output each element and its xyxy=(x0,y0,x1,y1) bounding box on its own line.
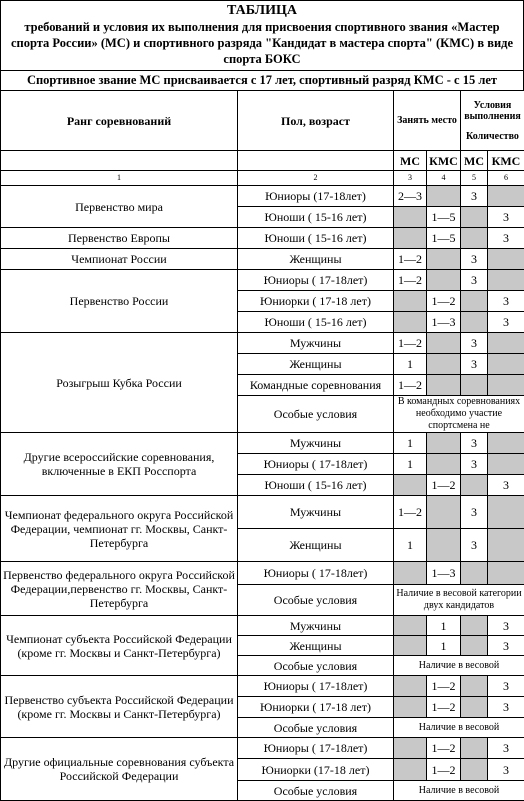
column-header-quantity: Количество xyxy=(461,131,524,151)
special-conditions-cell: Наличие в весовой xyxy=(394,718,524,738)
gender-age-cell: Юниоры ( 17-18лет) xyxy=(238,454,394,475)
table-row xyxy=(1,433,524,454)
value-cell-kms: 1 xyxy=(427,616,461,636)
gender-age-cell: Мужчины xyxy=(238,433,394,454)
shaded-empty-cell xyxy=(461,562,488,585)
requirements-table xyxy=(0,90,524,801)
gender-age-cell: Мужчины xyxy=(238,496,394,529)
column-number-4: 4 xyxy=(427,171,461,186)
special-conditions-cell: Наличие в весовой xyxy=(394,781,524,801)
value-cell-kms: 1 xyxy=(427,636,461,656)
shaded-empty-cell xyxy=(461,676,488,697)
column-header-place: Занять место xyxy=(394,91,461,151)
shaded-empty-cell xyxy=(427,333,461,354)
value-cell-qms: 3 xyxy=(461,433,488,454)
value-cell-qkms: 3 xyxy=(488,312,524,333)
gender-age-cell: Особые условия xyxy=(238,781,394,801)
table-row xyxy=(1,676,524,697)
competition-rank-cell: Чемпионат федерального округа Российской Федерации, чемпионат гг. Москвы, Санкт-Петербурга xyxy=(1,496,238,562)
column-number-3: 3 xyxy=(394,171,427,186)
shaded-empty-cell xyxy=(461,207,488,228)
value-cell-qkms: 3 xyxy=(488,759,524,781)
shaded-empty-cell xyxy=(488,496,524,529)
value-cell-qkms: 3 xyxy=(488,207,524,228)
shaded-empty-cell xyxy=(427,270,461,291)
value-cell-ms: 1—2 xyxy=(394,333,427,354)
shaded-empty-cell xyxy=(427,354,461,375)
value-cell-kms: 1—2 xyxy=(427,475,461,496)
gender-age-cell: Юниоры ( 17-18лет) xyxy=(238,562,394,585)
shaded-empty-cell xyxy=(461,375,488,396)
column-header-conditions: Условия выполнения xyxy=(461,91,524,131)
table-row xyxy=(1,270,524,291)
shaded-empty-cell xyxy=(461,291,488,312)
value-cell-ms: 1—2 xyxy=(394,249,427,270)
gender-age-cell: Юноши ( 15-16 лет) xyxy=(238,207,394,228)
column-header-quantity-ms: МС xyxy=(461,151,488,171)
shaded-empty-cell xyxy=(427,529,461,562)
gender-age-cell: Юниоры ( 17-18лет) xyxy=(238,676,394,697)
shaded-empty-cell xyxy=(488,433,524,454)
shaded-empty-cell xyxy=(394,616,427,636)
value-cell-ms: 1 xyxy=(394,433,427,454)
document-title: ТАБЛИЦА xyxy=(1,1,523,19)
shaded-empty-cell xyxy=(461,697,488,718)
value-cell-qms: 3 xyxy=(461,496,488,529)
competition-rank-cell: Первенство субъекта Российской Федерации (кроме гг. Москвы и Санкт-Петербурга) xyxy=(1,676,238,738)
value-cell-ms: 1—2 xyxy=(394,270,427,291)
shaded-empty-cell xyxy=(461,759,488,781)
table-row xyxy=(1,186,524,207)
value-cell-kms: 1—3 xyxy=(427,312,461,333)
shaded-empty-cell xyxy=(394,312,427,333)
value-cell-kms: 1—5 xyxy=(427,228,461,249)
competition-rank-cell: Первенство федерального округа Российской Федерации,первенство гг. Москвы, Санкт-Петербурга xyxy=(1,562,238,616)
value-cell-qkms: 3 xyxy=(488,676,524,697)
shaded-empty-cell xyxy=(427,186,461,207)
shaded-empty-cell xyxy=(427,375,461,396)
special-conditions-cell: Наличие в весовой категории двух кандидатов xyxy=(394,585,524,616)
value-cell-kms: 1—2 xyxy=(427,676,461,697)
shaded-empty-cell xyxy=(394,738,427,759)
competition-rank-cell: Первенство России xyxy=(1,270,238,333)
column-number-6: 6 xyxy=(488,171,524,186)
competition-rank-cell: Чемпионат России xyxy=(1,249,238,270)
gender-age-cell: Юниоры (17-18лет) xyxy=(238,186,394,207)
competition-rank-cell: Первенство Европы xyxy=(1,228,238,249)
shaded-empty-cell xyxy=(461,228,488,249)
gender-age-cell: Мужчины xyxy=(238,333,394,354)
shaded-empty-cell xyxy=(427,433,461,454)
shaded-empty-cell xyxy=(461,738,488,759)
shaded-empty-cell xyxy=(427,454,461,475)
value-cell-qkms: 3 xyxy=(488,616,524,636)
competition-rank-cell: Другие официальные соревнования субъекта Российской Федерации xyxy=(1,738,238,801)
value-cell-kms: 1—3 xyxy=(427,562,461,585)
table-row xyxy=(1,249,524,270)
value-cell-qms: 3 xyxy=(461,249,488,270)
shaded-empty-cell xyxy=(488,354,524,375)
special-conditions-cell: В командных соревнованиях необходимо участие спортсмена не xyxy=(394,396,524,433)
shaded-empty-cell xyxy=(394,676,427,697)
value-cell-kms: 1—2 xyxy=(427,697,461,718)
age-note: Спортивное звание МС присваивается с 17 лет, спортивный разряд КМС - с 15 лет xyxy=(0,70,524,90)
shaded-empty-cell xyxy=(394,207,427,228)
shaded-empty-cell xyxy=(488,375,524,396)
table-body xyxy=(1,186,524,801)
column-header-quantity-kms: КМС xyxy=(488,151,524,171)
value-cell-qkms: 3 xyxy=(488,697,524,718)
shaded-empty-cell xyxy=(488,454,524,475)
gender-age-cell: Юноши ( 15-16 лет) xyxy=(238,228,394,249)
shaded-empty-cell xyxy=(461,636,488,656)
gender-age-cell: Женщины xyxy=(238,354,394,375)
value-cell-ms: 1 xyxy=(394,354,427,375)
shaded-empty-cell xyxy=(427,249,461,270)
value-cell-qkms: 3 xyxy=(488,475,524,496)
competition-rank-cell: Чемпионат субъекта Российской Федерации (кроме гг. Москвы и Санкт-Петербурга) xyxy=(1,616,238,676)
shaded-empty-cell xyxy=(394,562,427,585)
competition-rank-cell: Розыгрыш Кубка России xyxy=(1,333,238,433)
table-row xyxy=(1,616,524,636)
shaded-empty-cell xyxy=(427,496,461,529)
value-cell-ms: 1—2 xyxy=(394,496,427,529)
value-cell-kms: 1—2 xyxy=(427,738,461,759)
shaded-empty-cell xyxy=(488,333,524,354)
gender-age-cell: Особые условия xyxy=(238,396,394,433)
value-cell-ms: 1 xyxy=(394,454,427,475)
table-row xyxy=(1,738,524,759)
table-row xyxy=(1,496,524,529)
value-cell-ms: 1—2 xyxy=(394,375,427,396)
gender-age-cell: Мужчины xyxy=(238,616,394,636)
value-cell-kms: 1—2 xyxy=(427,291,461,312)
value-cell-qms: 3 xyxy=(461,333,488,354)
gender-age-cell: Юниорки (17-18 лет) xyxy=(238,759,394,781)
shaded-empty-cell xyxy=(394,475,427,496)
value-cell-ms: 2—3 xyxy=(394,186,427,207)
column-number-2: 2 xyxy=(238,171,394,186)
column-number-5: 5 xyxy=(461,171,488,186)
gender-age-cell: Командные соревнования xyxy=(238,375,394,396)
value-cell-qms: 3 xyxy=(461,529,488,562)
value-cell-qkms: 3 xyxy=(488,636,524,656)
gender-age-cell: Юноши ( 15-16 лет) xyxy=(238,312,394,333)
gender-age-cell: Особые условия xyxy=(238,585,394,616)
gender-age-cell: Женщины xyxy=(238,636,394,656)
shaded-empty-cell xyxy=(488,270,524,291)
column-header-gender-age: Пол, возраст xyxy=(238,91,394,151)
value-cell-qms: 3 xyxy=(461,354,488,375)
shaded-empty-cell xyxy=(394,636,427,656)
value-cell-qkms: 3 xyxy=(488,228,524,249)
table-row xyxy=(1,228,524,249)
shaded-empty-cell xyxy=(488,562,524,585)
competition-rank-cell: Первенство мира xyxy=(1,186,238,228)
gender-age-cell: Юниорки ( 17-18 лет) xyxy=(238,697,394,718)
value-cell-kms: 1—2 xyxy=(427,759,461,781)
shaded-empty-cell xyxy=(394,228,427,249)
shaded-empty-cell xyxy=(488,529,524,562)
shaded-empty-cell xyxy=(394,291,427,312)
shaded-empty-cell xyxy=(461,475,488,496)
gender-age-cell: Юниоры ( 17-18лет) xyxy=(238,270,394,291)
shaded-empty-cell xyxy=(461,312,488,333)
gender-age-cell: Женщины xyxy=(238,529,394,562)
shaded-empty-cell xyxy=(488,186,524,207)
shaded-empty-cell xyxy=(488,249,524,270)
shaded-empty-cell xyxy=(394,759,427,781)
gender-age-cell: Юноши ( 15-16 лет) xyxy=(238,475,394,496)
value-cell-qms: 3 xyxy=(461,186,488,207)
gender-age-cell: Женщины xyxy=(238,249,394,270)
column-header-ms: МС xyxy=(394,151,427,171)
value-cell-ms: 1 xyxy=(394,529,427,562)
competition-rank-cell: Другие всероссийские соревнования, включенные в ЕКП Росспорта xyxy=(1,433,238,496)
gender-age-cell: Особые условия xyxy=(238,656,394,676)
value-cell-qms: 3 xyxy=(461,270,488,291)
value-cell-qkms: 3 xyxy=(488,738,524,759)
column-header-kms: КМС xyxy=(427,151,461,171)
table-header-block xyxy=(0,0,524,70)
gender-age-cell: Юниоры ( 17-18лет) xyxy=(238,738,394,759)
value-cell-kms: 1—5 xyxy=(427,207,461,228)
value-cell-qms: 3 xyxy=(461,454,488,475)
shaded-empty-cell xyxy=(461,616,488,636)
table-row xyxy=(1,333,524,354)
gender-age-cell: Особые условия xyxy=(238,718,394,738)
column-header-rank: Ранг соревнований xyxy=(1,91,238,151)
special-conditions-cell: Наличие в весовой xyxy=(394,656,524,676)
value-cell-qkms: 3 xyxy=(488,291,524,312)
column-number-1: 1 xyxy=(1,171,238,186)
document-subtitle: требований и условия их выполнения для присвоения спортивного звания «Мастер спорта России» (МС) и спортивного разряда "Кандидат в мастера спорта" (КМС) в виде спорта БОКС xyxy=(1,19,523,70)
table-row xyxy=(1,562,524,585)
gender-age-cell: Юниорки ( 17-18 лет) xyxy=(238,291,394,312)
shaded-empty-cell xyxy=(394,697,427,718)
